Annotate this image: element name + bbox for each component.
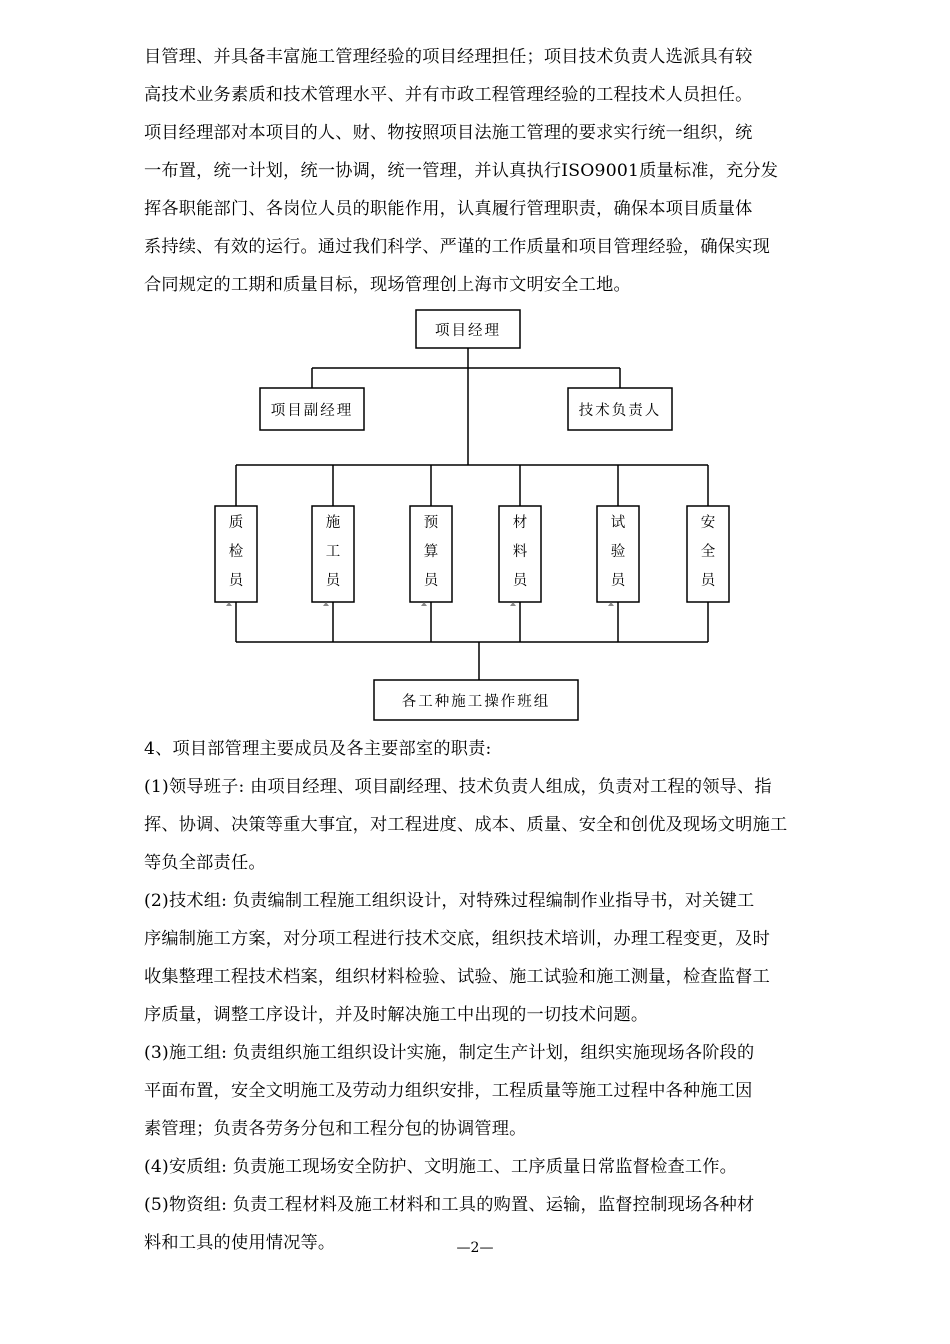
text-line: 一布置，统一计划，统一协调，统一管理，并认真执行ISO9001质量标准，充分发	[144, 161, 779, 181]
text-line: 料和工具的使用情况等。	[144, 1233, 336, 1253]
text-line: 高技术业务素质和技术管理水平、并有市政工程管理经验的工程技术人员担任。	[144, 85, 753, 105]
duties-section	[144, 730, 812, 1262]
text-line: 系持续、有效的运行。通过我们科学、严谨的工作质量和项目管理经验，确保实现	[144, 237, 770, 257]
box-label-deputy: 项目副经理	[270, 403, 354, 419]
text-line: (5)物资组: 负责工程材料及施工材料和工具的购置、运输，监督控制现场各种材	[144, 1195, 755, 1215]
text-line: (4)安质组: 负责施工现场安全防护、文明施工、工序质量日常监督检查工作。	[144, 1157, 738, 1177]
text-line: (2)技术组: 负责编制工程施工组织设计，对特殊过程编制作业指导书，对关键工	[144, 891, 755, 911]
text-line: 项目经理部对本项目的人、财、物按照项目法施工管理的要求实行统一组织，统	[144, 123, 753, 143]
text-line: 平面布置，安全文明施工及劳动力组织安排，工程质量等施工过程中各种施工因	[144, 1081, 753, 1101]
intro-paragraph	[144, 38, 812, 304]
box-label-top: 项目经理	[435, 323, 501, 339]
text-line: 序质量，调整工序设计，并及时解决施工中出现的一切技术问题。	[144, 1005, 649, 1025]
text-line: 挥、协调、决策等重大事宜，对工程进度、成本、质量、安全和创优及现场文明施工	[144, 815, 788, 835]
staff-label: 材料员	[512, 515, 528, 589]
text-line: (1)领导班子: 由项目经理、项目副经理、技术负责人组成，负责对工程的领导、指	[144, 777, 772, 797]
text-line: (3)施工组: 负责组织施工组织设计实施，制定生产计划，组织实施现场各阶段的	[144, 1043, 755, 1063]
text-line: 挥各职能部门、各岗位人员的职能作用，认真履行管理职责，确保本项目质量体	[144, 199, 753, 219]
staff-label: 预算员	[423, 515, 439, 589]
text-line: 目管理、并具备丰富施工管理经验的项目经理担任；项目技术负责人选派具有较	[144, 47, 753, 67]
staff-label: 试验员	[610, 515, 626, 589]
section-heading: 4、项目部管理主要成员及各主要部室的职责:	[144, 739, 492, 759]
box-label-bottom: 各工种施工操作班组	[401, 694, 551, 710]
org-chart	[0, 300, 950, 730]
text-line: 素管理；负责各劳务分包和工程分包的协调管理。	[144, 1119, 527, 1139]
text-line: 序编制施工方案，对分项工程进行技术交底，组织技术培训，办理工程变更，及时	[144, 929, 770, 949]
staff-label: 施工员	[325, 515, 341, 589]
staff-labels	[229, 514, 717, 589]
page-number: —2—	[456, 1240, 494, 1256]
staff-label: 质检员	[228, 515, 244, 589]
staff-label: 安全员	[700, 515, 716, 589]
text-line: 等负全部责任。	[144, 853, 266, 873]
text-line: 合同规定的工期和质量目标，现场管理创上海市文明安全工地。	[144, 275, 631, 295]
text-line: 收集整理工程技术档案，组织材料检验、试验、施工试验和施工测量，检查监督工	[144, 967, 770, 987]
box-label-deputy: 技术负责人	[578, 403, 662, 419]
